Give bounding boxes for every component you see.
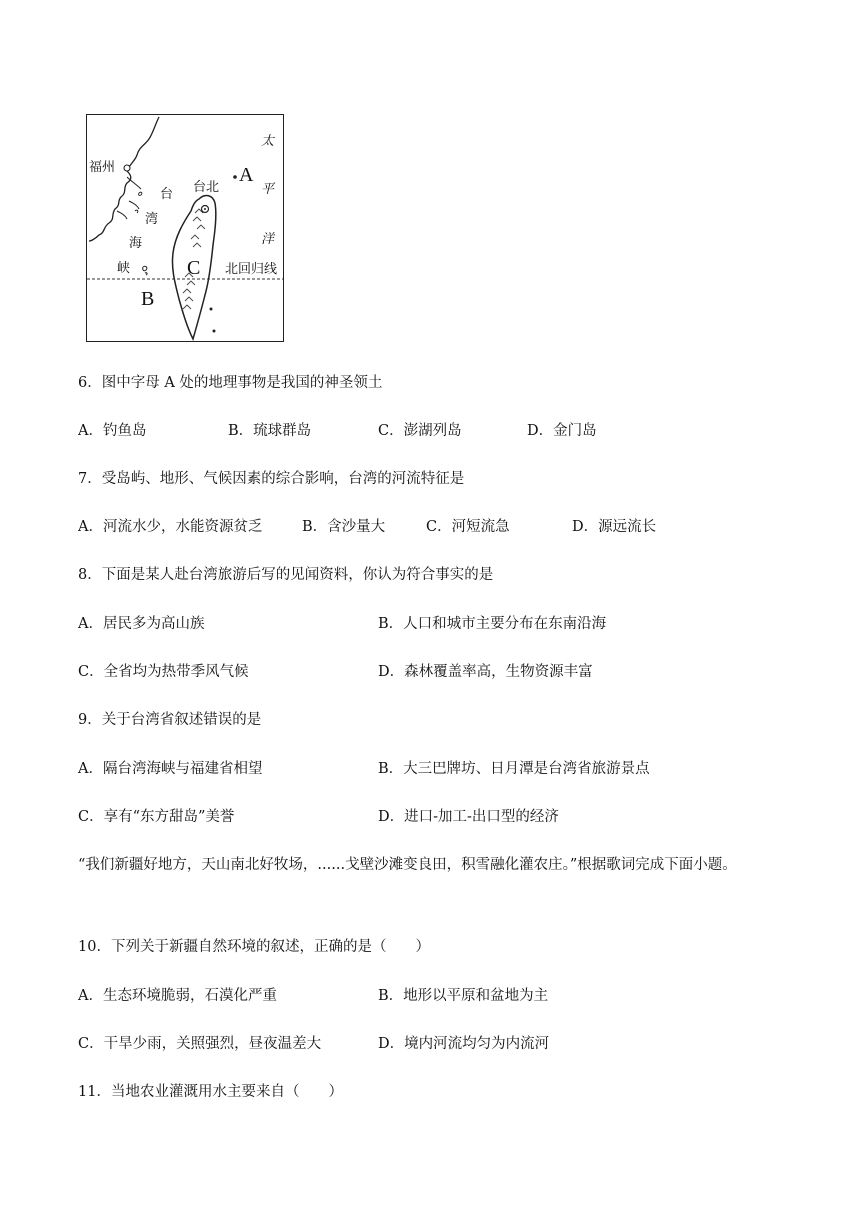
q7-option-a: A．河流水少，水能资源贫乏: [78, 519, 263, 535]
q6-option-b: B．琉球群岛: [228, 423, 312, 439]
label-strait-4: 峡: [117, 261, 131, 276]
question-11-stem: 11．当地农业灌溉用水主要来自（ ）: [78, 1084, 343, 1100]
label-taibei: 台北: [193, 180, 220, 195]
q8-option-c: C．全省均为热带季风气候: [78, 664, 249, 680]
q9-option-a: A．隔台湾海峡与福建省相望: [78, 761, 263, 777]
q9-option-b: B．大三巴牌坊、日月潭是台湾省旅游景点: [378, 761, 650, 777]
q10-option-b: B．地形以平原和盆地为主: [378, 988, 549, 1004]
q10-option-c: C．干旱少雨，关照强烈，昼夜温差大: [78, 1036, 322, 1052]
q8-option-a: A．居民多为高山族: [78, 616, 205, 632]
penghu-islands: [143, 266, 147, 275]
question-6-stem: 6．图中字母 A 处的地理事物是我国的神圣领土: [78, 375, 383, 391]
question-7-stem: 7．受岛屿、地形、气候因素的综合影响，台湾的河流特征是: [78, 471, 465, 487]
q10-option-d: D．境内河流均匀为内流河: [378, 1036, 550, 1052]
small-island-1: [210, 308, 213, 311]
label-strait-3: 海: [129, 236, 143, 251]
q6-option-c: C．澎湖列岛: [378, 423, 462, 439]
song-passage: “我们新疆好地方，天山南北好牧场，......戈壁沙滩变良田，积雪融化灌农庄。”根据歌词完成下面小题。: [78, 857, 737, 873]
q6-option-a: A．钓鱼岛: [78, 423, 147, 439]
label-pacific-1: 太: [261, 134, 275, 149]
point-A: [233, 175, 237, 179]
q7-option-b: B．含沙量大: [302, 519, 386, 535]
taiwan-map: [86, 114, 284, 342]
q8-option-d: D．森林覆盖率高，生物资源丰富: [378, 664, 593, 680]
q9-option-c: C．享有“东方甜岛”美誉: [78, 809, 235, 825]
q8-option-b: B．人口和城市主要分布在东南沿海: [378, 616, 607, 632]
map-drawing: [87, 115, 284, 342]
question-8-stem: 8．下面是某人赴台湾旅游后写的见闻资料，你认为符合事实的是: [78, 567, 494, 583]
label-C: C: [187, 257, 201, 279]
label-fuzhou: 福州: [89, 160, 116, 175]
label-strait-2: 湾: [145, 212, 159, 227]
label-pacific-3: 洋: [261, 232, 275, 247]
question-10-stem: 10．下列关于新疆自然环境的叙述，正确的是（ ）: [78, 939, 430, 955]
label-A: A: [239, 164, 254, 186]
question-9-stem: 9．关于台湾省叙述错误的是: [78, 712, 262, 728]
label-pacific-2: 平: [261, 182, 275, 197]
small-island-2: [213, 330, 216, 333]
q7-option-c: C．河短流急: [426, 519, 510, 535]
fuzhou-marker: [124, 165, 130, 171]
label-B: B: [141, 288, 155, 310]
q6-option-d: D．金门岛: [527, 423, 597, 439]
label-tropic: 北回归线: [225, 262, 278, 277]
q7-option-d: D．源远流长: [572, 519, 657, 535]
label-strait-1: 台: [160, 187, 174, 202]
q9-option-d: D．进口-加工-出口型的经济: [378, 809, 559, 825]
q10-option-a: A．生态环境脆弱，石漠化严重: [78, 988, 277, 1004]
